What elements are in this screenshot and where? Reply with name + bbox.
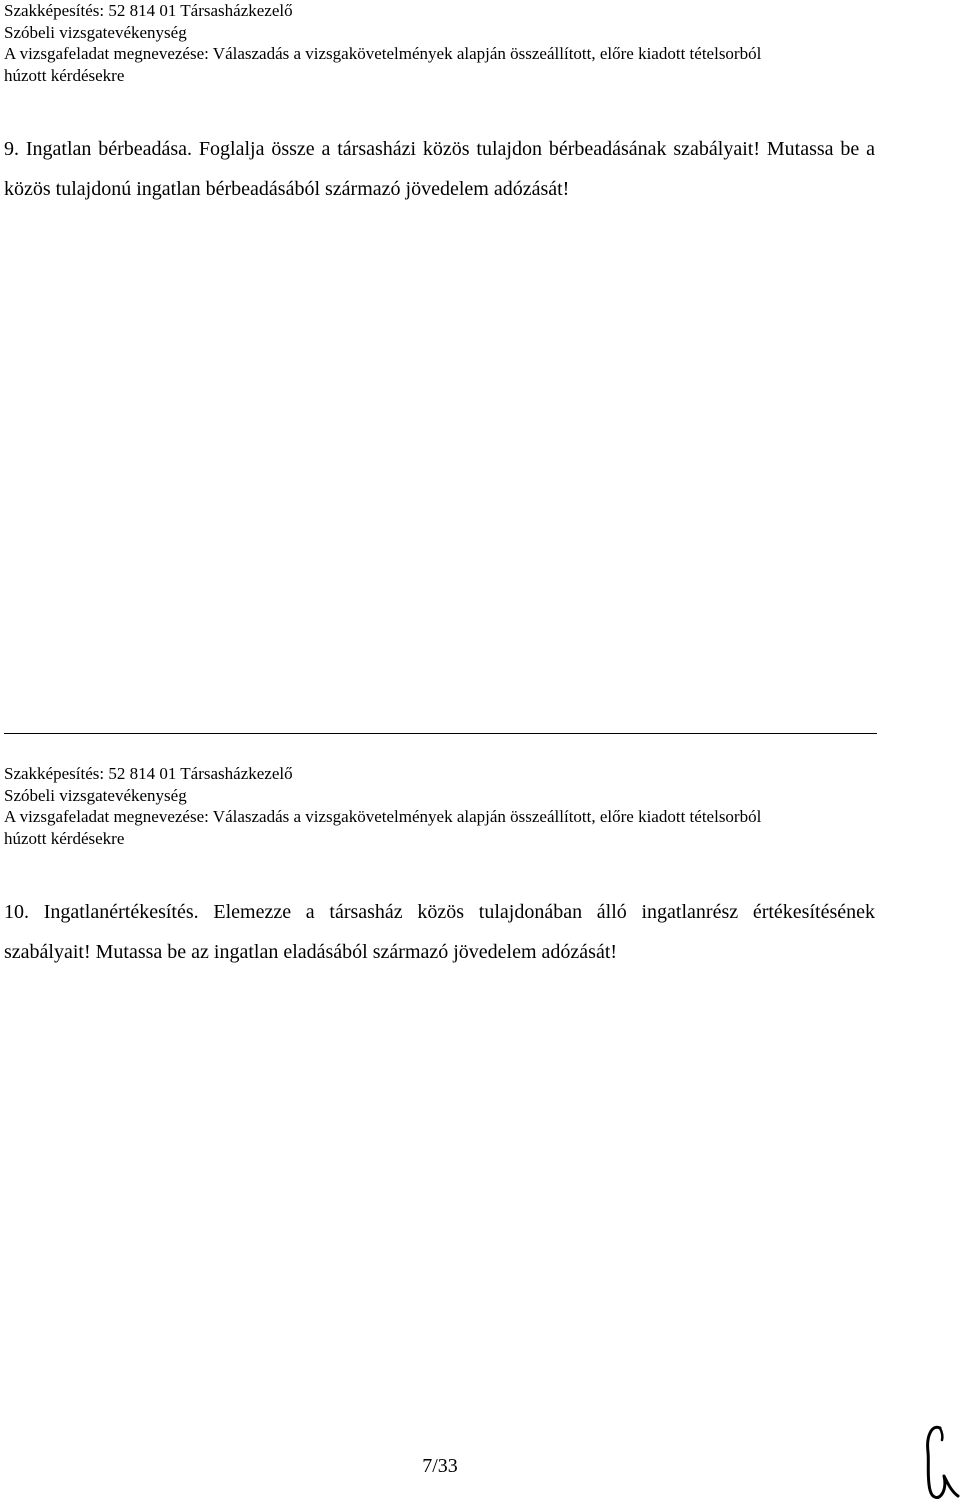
handwritten-signature [918,1422,960,1503]
question-10-body: Elemezze a társasház közös tulajdonában álló ingatlanrész értékesítésének szabályait! Mutassa be az ingatlan eladásából származó jövedelem adózását! [4,901,875,963]
qualification-line: Szakképesítés: 52 814 01 Társasházkezelő [4,1,293,20]
task-name-line-continued: húzott kérdésekre [4,65,125,85]
task-name-line: A vizsgafeladat megnevezése: Válaszadás a vizsgakövetelmények alapján összeállított, előre kiadott tételsorból [4,807,762,826]
task-name-line-continued: húzott kérdésekre [4,828,125,848]
page-number: 7/33 [422,1455,458,1477]
question-9-body: Foglalja össze a társasházi közös tulajdon bérbeadásának szabályait! Mutassa be a közös tulajdonú ingatlan bérbeadásából származó jövedelem adózását! [4,138,875,200]
question-10 [4,893,875,972]
question-9 [4,130,875,209]
exam-activity-line: Szóbeli vizsgatevékenység [4,785,187,805]
page-separator-line [4,733,877,734]
task-name-line: A vizsgafeladat megnevezése: Válaszadás a vizsgakövetelmények alapján összeállított, előre kiadott tételsorból [4,44,762,63]
qualification-line: Szakképesítés: 52 814 01 Társasházkezelő [4,764,293,783]
section-header [4,763,761,849]
exam-activity-line: Szóbeli vizsgatevékenység [4,22,187,42]
question-10-title: 10. Ingatlanértékesítés. [4,901,199,923]
page-header [4,0,761,86]
question-9-title: 9. Ingatlan bérbeadása. [4,138,193,160]
